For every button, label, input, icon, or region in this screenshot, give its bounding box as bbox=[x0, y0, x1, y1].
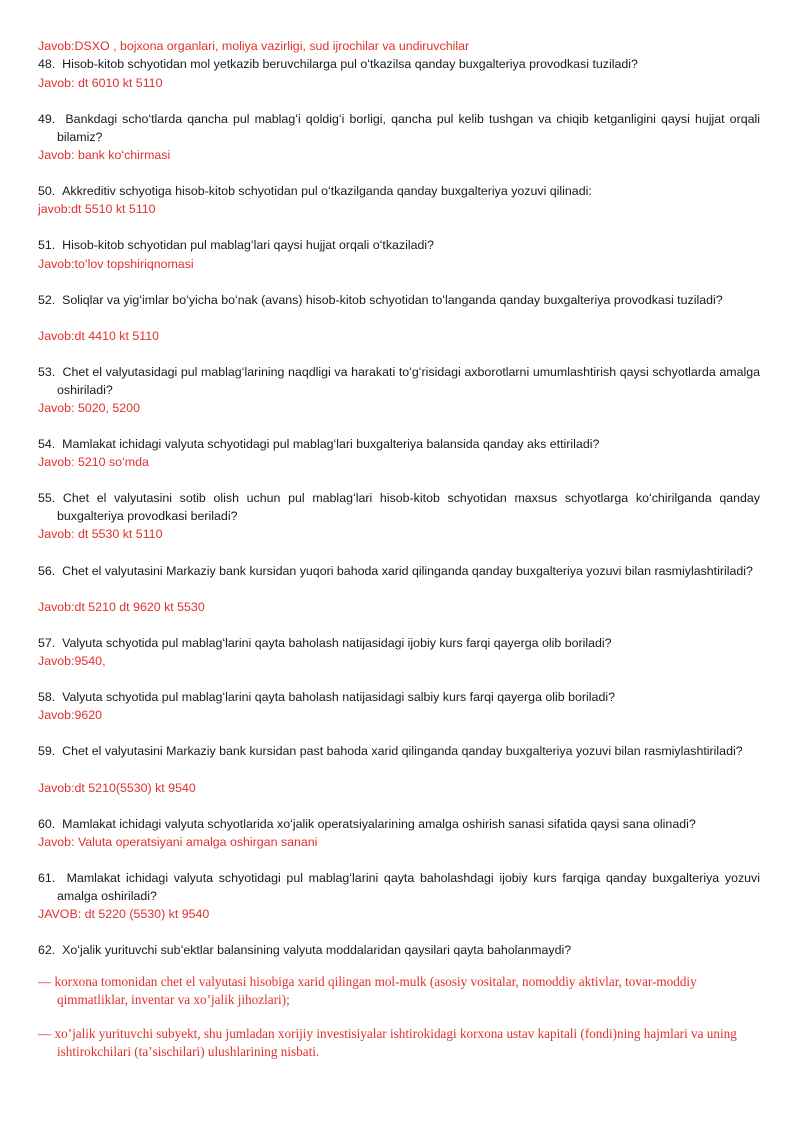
question-text: Hisob-kitob schyotidan pul mablagʻlari qaysi hujjat orqali oʻtkaziladi? bbox=[62, 238, 435, 252]
question-text: Mamlakat ichidagi valyuta schyotlarida xoʻjalik operatsiyalarining amalga oshirish sanasi sifatida qaysi sana olinadi? bbox=[62, 817, 696, 831]
question-number: 57. bbox=[38, 636, 56, 650]
answer-51: Javob:toʻlov topshiriqnomasi bbox=[38, 257, 194, 271]
answer-50: javob:dt 5510 kt 5110 bbox=[38, 202, 156, 216]
answer-54: Javob: 5210 soʻmda bbox=[38, 455, 149, 469]
answer-59: Javob:dt 5210(5530) kt 9540 bbox=[38, 781, 196, 795]
question-text: Hisob-kitob schyotidan mol yetkazib beruvchilarga pul oʻtkazilsa qanday buxgalteriya provodkasi tuziladi? bbox=[62, 57, 638, 71]
question-number: 52. bbox=[38, 293, 56, 307]
question-number: 49. bbox=[38, 112, 56, 126]
answer-56: Javob:dt 5210 dt 9620 kt 5530 bbox=[38, 600, 205, 614]
question-49 bbox=[38, 111, 760, 146]
question-text: Bankdagi schoʻtlarda qancha pul mablagʻi qoldigʻi borligi, qancha pul kelib tushgan va chiqib ketganligini qaysi hujjat orqali bilamiz? bbox=[57, 112, 760, 144]
answer-57: Javob:9540, bbox=[38, 654, 106, 668]
question-56 bbox=[38, 563, 760, 581]
question-text: Mamlakat ichidagi valyuta schyotidagi pul mablagʻlari buxgalteriya balansida qanday aks ettiriladi? bbox=[62, 437, 600, 451]
question-number: 53. bbox=[38, 365, 56, 379]
question-number: 58. bbox=[38, 690, 56, 704]
question-61 bbox=[38, 870, 760, 905]
question-number: 59. bbox=[38, 744, 56, 758]
question-number: 54. bbox=[38, 437, 56, 451]
question-62 bbox=[38, 942, 760, 960]
answer-62-item-2: — xoʼjalik yurituvchi subyekt, shu jumladan xorijiy investisiyalar ishtirokidagi korxona ustav kapitali (fondi)ning hajmlari va uning ishtirokchilari (taʼsischilari) ulushlarining nisbati. bbox=[38, 1026, 737, 1059]
question-number: 61. bbox=[38, 871, 56, 885]
question-number: 50. bbox=[38, 184, 56, 198]
question-text: Akkreditiv schyotiga hisob-kitob schyotidan pul oʻtkazilganda qanday buxgalteriya yozuvi qilinadi: bbox=[62, 184, 592, 198]
answer-61: JAVOB: dt 5220 (5530) kt 9540 bbox=[38, 907, 210, 921]
question-53 bbox=[38, 364, 760, 399]
question-48 bbox=[38, 56, 760, 74]
question-text: Xoʻjalik yurituvchi subʻektlar balansining valyuta moddalaridan qaysilari qayta baholanmaydi? bbox=[62, 943, 572, 957]
question-number: 48. bbox=[38, 57, 56, 71]
question-number: 62. bbox=[38, 943, 56, 957]
answer-62-item-1: — korxona tomonidan chet el valyutasi hisobiga xarid qilingan mol-mulk (asosiy vositalar, nomoddiy aktivlar, tovar-moddiy qimmatliklar, inventar va xoʼjalik jihozlari); bbox=[38, 974, 697, 1007]
answer-60: Javob: Valuta operatsiyani amalga oshirgan sanani bbox=[38, 835, 318, 849]
question-number: 60. bbox=[38, 817, 56, 831]
question-57 bbox=[38, 635, 760, 653]
question-text: Valyuta schyotida pul mablagʻlarini qayta baholash natijasidagi salbiy kurs farqi qayerga olib boriladi? bbox=[62, 690, 615, 704]
answer-58: Javob:9620 bbox=[38, 708, 103, 722]
question-55 bbox=[38, 490, 760, 525]
question-number: 56. bbox=[38, 564, 56, 578]
question-54 bbox=[38, 436, 760, 454]
question-number: 55. bbox=[38, 491, 56, 505]
answer-52: Javob:dt 4410 kt 5110 bbox=[38, 329, 160, 343]
question-number: 51. bbox=[38, 238, 56, 252]
answer-53: Javob: 5020, 5200 bbox=[38, 401, 140, 415]
question-text: Chet el valyutasini Markaziy bank kursidan yuqori bahoda xarid qilinganda qanday buxgalteriya yozuvi bilan rasmiylashtiriladi? bbox=[62, 564, 753, 578]
answer-47: Javob:DSXO , bojxona organlari, moliya vazirligi, sud ijrochilar va undiruvchilar bbox=[38, 39, 470, 53]
question-text: Soliqlar va yigʻimlar boʻyicha boʻnak (avans) hisob-kitob schyotidan toʻlanganda qanday buxgalteriya provodkasi tuziladi? bbox=[62, 293, 723, 307]
answer-55: Javob: dt 5530 kt 5110 bbox=[38, 527, 163, 541]
answer-49: Javob: bank koʻchirmasi bbox=[38, 148, 171, 162]
answer-48: Javob: dt 6010 kt 5110 bbox=[38, 76, 163, 90]
question-text: Valyuta schyotida pul mablagʻlarini qayta baholash natijasidagi ijobiy kurs farqi qayerga olib boriladi? bbox=[62, 636, 612, 650]
question-59 bbox=[38, 743, 760, 761]
question-60 bbox=[38, 816, 760, 834]
question-text: Chet el valyutasidagi pul mablagʻlarining naqdligi va harakati toʻgʻrisidagi axborotlarni umumlashtirish qaysi schyotlarda amalga oshiriladi? bbox=[57, 365, 760, 397]
question-52 bbox=[38, 292, 760, 310]
question-58 bbox=[38, 689, 760, 707]
question-text: Chet el valyutasini sotib olish uchun pul mablagʻlari hisob-kitob schyotidan maxsus schyotlarga koʻchirilganda qanday buxgalteriya provodkasi beriladi? bbox=[57, 491, 760, 523]
question-text: Chet el valyutasini Markaziy bank kursidan past bahoda xarid qilinganda qanday buxgalteriya yozuvi bilan rasmiylashtiriladi? bbox=[62, 744, 743, 758]
question-text: Mamlakat ichidagi valyuta schyotidagi pul mablagʻlarini qayta baholashdagi ijobiy kurs farqiga qanday buxgalteriya yozuvi amalga oshiriladi? bbox=[57, 871, 760, 903]
question-50 bbox=[38, 183, 760, 201]
question-51 bbox=[38, 237, 760, 255]
